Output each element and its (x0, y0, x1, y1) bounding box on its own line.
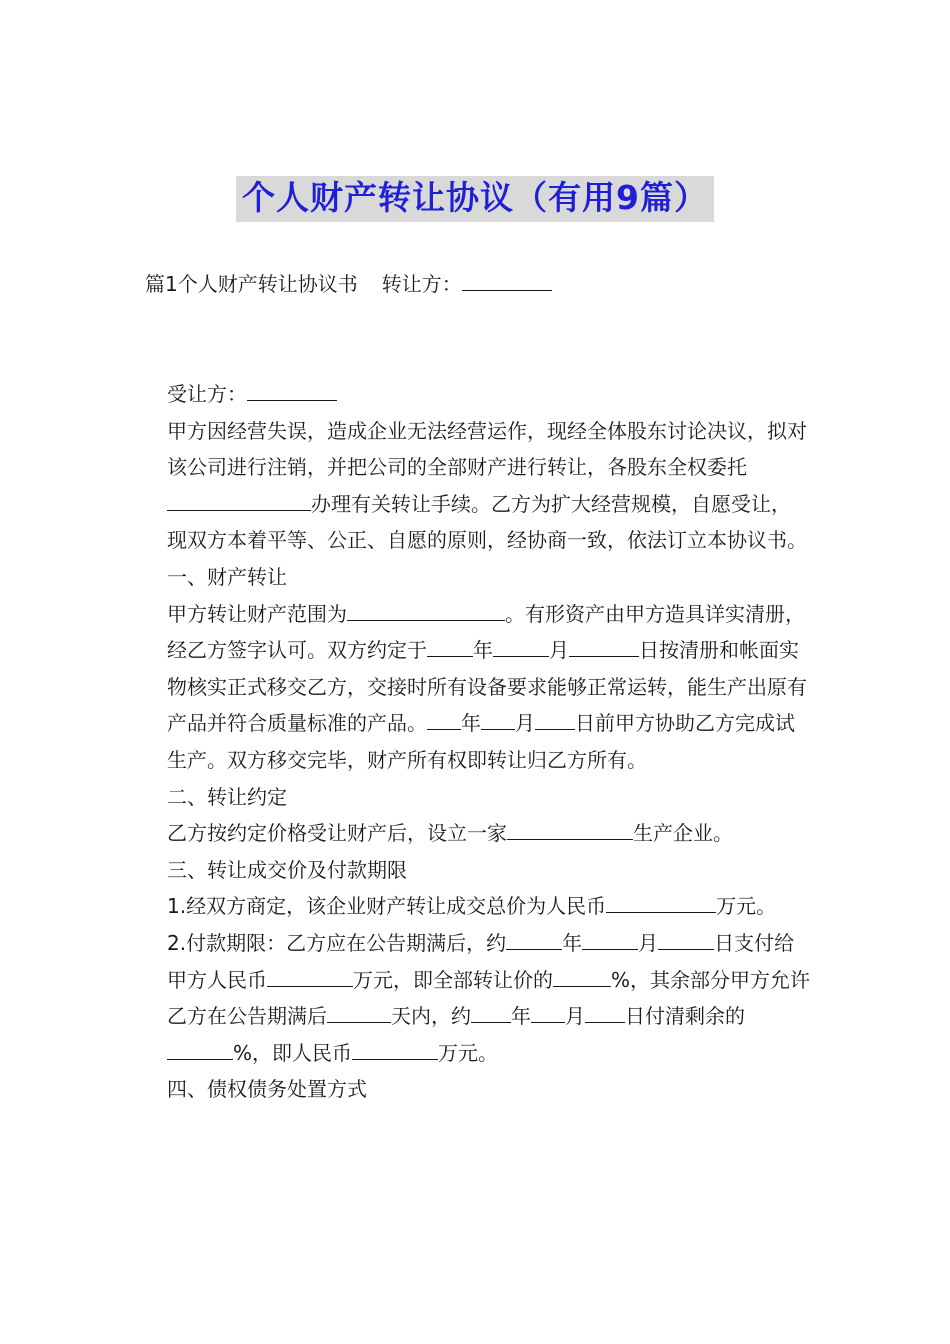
transferor-label: 转让方： (381, 272, 462, 296)
section-heading-3: 三、转让成交价及付款期限 (167, 857, 407, 882)
list-item-1: 1.经双方商定，该企业财产转让成交总价为人民币 万元。 (167, 894, 777, 919)
section-heading-2: 二、转让约定 (167, 784, 287, 809)
scope-blank (347, 602, 505, 621)
list-item-2: 2.付款期限：乙方应在公告期满后，约 年 月 日支付给甲方人民币 万元，即全部转让价的 %，其余部分甲方允许乙方在公告期满后 天内，约 年 月 日付清剩余的%，即人民币 万元。 (167, 930, 811, 1065)
document-title: 个人财产转让协议（有用9篇） (236, 176, 714, 222)
intro-heading: 篇1个人财产转让协议书 (145, 272, 358, 296)
transferor-blank (462, 272, 552, 291)
intro-line (145, 266, 810, 303)
transferee-blank (247, 382, 337, 401)
total-price-blank (606, 894, 716, 913)
title-container (0, 176, 950, 222)
section-heading-1: 一、财产转让 (167, 564, 287, 589)
section-heading-4: 四、债权债务处置方式 (167, 1077, 367, 1102)
paragraph-transfer: 甲方转让财产范围为 。有形资产由甲方造具详实清册，经乙方签字认可。双方约定于 年 月 日按清册和帐面实物核实正式移交乙方，交接时所有设备要求能够正常运转，能生产出原有产品并符合质量标准的产品。 年 月 日前甲方协助乙方完成试生产。双方移交完毕，财产所有权即转让归乙方所有。 (167, 601, 807, 772)
transferee-line (145, 376, 810, 413)
paragraph-agreement: 乙方按约定价格受让财产后，设立一家 生产企业。 (167, 821, 733, 846)
enterprise-blank (507, 821, 633, 840)
transferee-label: 受让方： (167, 382, 247, 406)
document-body (145, 376, 810, 1108)
agent-blank (167, 492, 311, 511)
paragraph-preamble: 甲方因经营失误，造成企业无法经营运作，现经全体股东讨论决议，拟对该公司进行注销，并把公司的全部财产进行转让，各股东全权委托办理有关转让手续。乙方为扩大经营规模，自愿受让，现双方本着平等、公正、自愿的原则，经协商一致，依法订立本协议书。 (167, 418, 807, 553)
